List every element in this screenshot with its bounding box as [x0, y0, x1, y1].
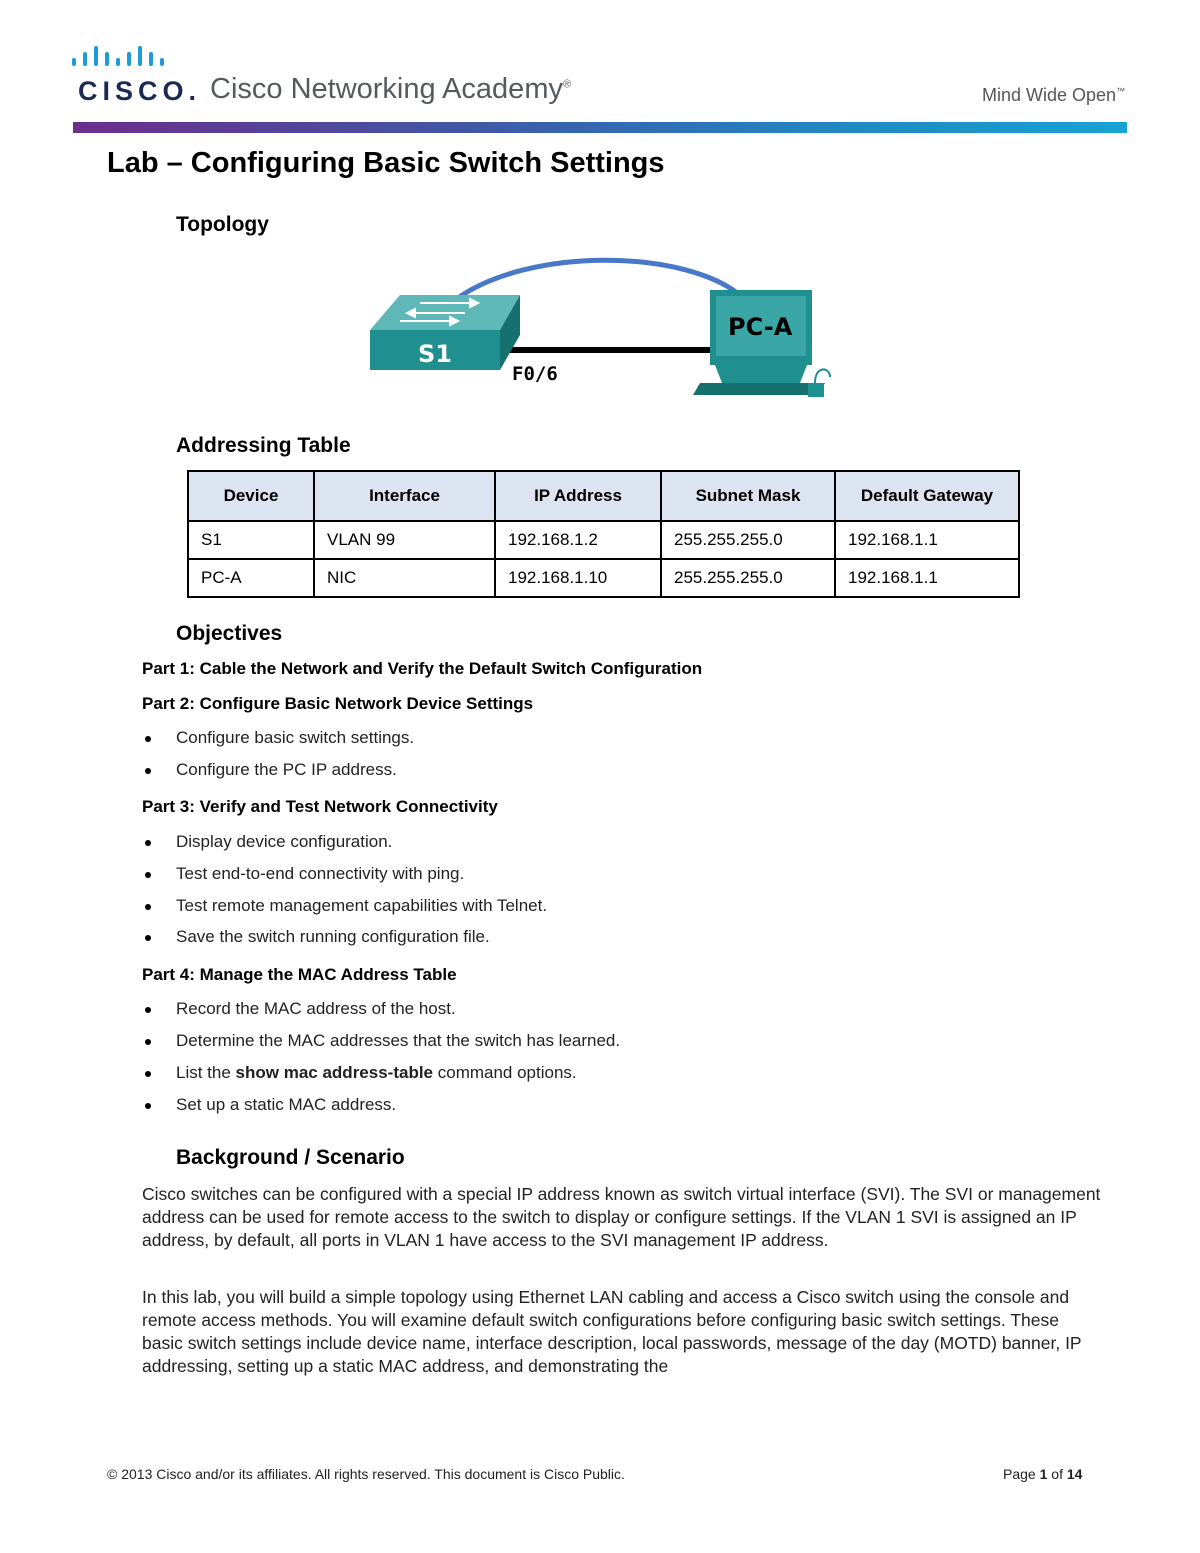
topology-heading: Topology	[176, 213, 269, 236]
list-item: Record the MAC address of the host.	[142, 999, 456, 1019]
table-row	[188, 521, 1019, 559]
list-item: Save the switch running configuration file.	[142, 927, 490, 947]
list-item: Test remote management capabilities with Telnet.	[142, 896, 547, 916]
table-cell: 255.255.255.0	[661, 559, 835, 597]
header-gradient-bar	[73, 122, 1127, 133]
pc-a-icon	[693, 290, 830, 397]
footer-copyright: © 2013 Cisco and/or its affiliates. All rights reserved. This document is Cisco Public.	[107, 1466, 625, 1482]
table-cell: PC-A	[188, 559, 314, 597]
console-cable	[455, 260, 742, 300]
table-header-row	[188, 471, 1019, 521]
table-cell: 192.168.1.2	[495, 521, 661, 559]
command-text: show mac address-table	[235, 1063, 434, 1082]
background-paragraph-1: Cisco switches can be configured with a special IP address known as switch virtual interface (SVI). The SVI or management address can be used for remote access to the switch to display or configure settings. If the VLAN 1 SVI is assigned an IP address, by default, all ports in VLAN 1 have access to the SVI management IP address.	[142, 1184, 1101, 1250]
table-cell: 255.255.255.0	[661, 521, 835, 559]
port-label: F0/6	[512, 363, 558, 385]
part-2-title: Part 2: Configure Basic Network Device Settings	[142, 694, 534, 713]
addressing-table	[187, 470, 1020, 598]
list-item: Display device configuration.	[142, 832, 392, 852]
table-cell: S1	[188, 521, 314, 559]
list-item: Test end-to-end connectivity with ping.	[142, 864, 464, 884]
list-item: Determine the MAC addresses that the switch has learned.	[142, 1031, 620, 1051]
column-header: Device	[188, 471, 314, 521]
switch-label: S1	[418, 340, 452, 368]
pc-label: PC-A	[728, 313, 793, 341]
table-cell: VLAN 99	[314, 521, 495, 559]
page-title: Lab – Configuring Basic Switch Settings	[107, 147, 665, 179]
table-row	[188, 559, 1019, 597]
column-header: Subnet Mask	[661, 471, 835, 521]
table-cell: 192.168.1.1	[835, 559, 1019, 597]
list-item: Configure the PC IP address.	[142, 760, 397, 780]
column-header: IP Address	[495, 471, 661, 521]
list-item: List the show mac address-table command options.	[142, 1063, 577, 1083]
part-3-title: Part 3: Verify and Test Network Connectivity	[142, 797, 498, 816]
cisco-logo-text: CISCO.	[78, 76, 202, 106]
topology-diagram	[360, 255, 850, 405]
cisco-logo-bars-icon	[72, 44, 182, 74]
background-paragraph-2: In this lab, you will build a simple topology using Ethernet LAN cabling and access a Cisco switch using the console and remote access methods. You will examine default switch configurations before configuring basic switch settings. These basic switch settings include device name, interface description, local passwords, message of the day (MOTD) banner, IP addressing, setting up a static MAC address, and demonstrating the	[142, 1287, 1082, 1376]
list-item: Set up a static MAC address.	[142, 1095, 396, 1115]
addressing-heading: Addressing Table	[176, 434, 351, 457]
tagline: Mind Wide Open™	[982, 85, 1126, 105]
table-cell: 192.168.1.10	[495, 559, 661, 597]
table-cell: NIC	[314, 559, 495, 597]
background-heading: Background / Scenario	[176, 1146, 405, 1169]
column-header: Interface	[314, 471, 495, 521]
page-number: Page 1 of 14	[1003, 1466, 1083, 1482]
table-cell: 192.168.1.1	[835, 521, 1019, 559]
part-4-title: Part 4: Manage the MAC Address Table	[142, 965, 457, 984]
column-header: Default Gateway	[835, 471, 1019, 521]
objectives-heading: Objectives	[176, 622, 283, 645]
part-1-title: Part 1: Cable the Network and Verify the Default Switch Configuration	[142, 659, 703, 678]
list-item: Configure basic switch settings.	[142, 728, 414, 748]
academy-name: Cisco Networking Academy®	[210, 73, 572, 105]
